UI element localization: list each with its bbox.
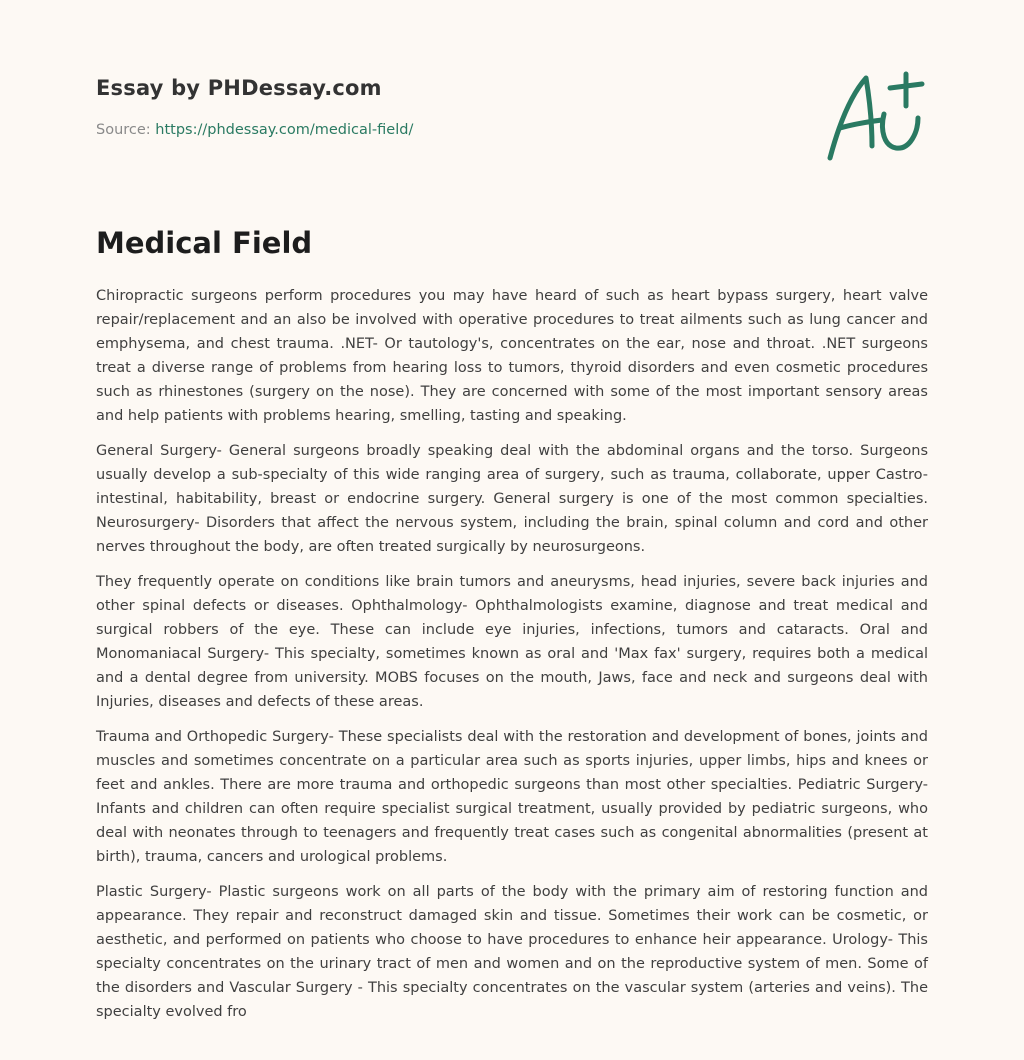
essay-body [96,284,928,1035]
a-plus-grade-icon [820,66,932,166]
essay-paragraph: Trauma and Orthopedic Surgery- These specialists deal with the restoration and development of bones, joints and muscles and sometimes concentrate on a particular area such as sports injuries, upper limbs, hips and knees or feet and ankles. There are more trauma and orthopedic surgeons than most other specialties. Pediatric Surgery- Infants and children can often require specialist surgical treatment, usually provided by pediatric surgeons, who deal with neonates through to teenagers and frequently treat cases such as congenital abnormalities (present at birth), trauma, cancers and urological problems. [96,729,928,865]
source-link[interactable]: https://phdessay.com/medical-field/ [155,122,414,138]
site-brand: Essay by PHDessay.com [96,76,382,100]
essay-paragraph: They frequently operate on conditions like brain tumors and aneurysms, head injuries, severe back injuries and other spinal defects or diseases. Ophthalmology- Ophthalmologists examine, diagnose and treat medical and surgical robbers of the eye. These can include eye injuries, infections, tumors and cataracts. Oral and Monomaniacal Surgery- This specialty, sometimes known as oral and 'Max fax' surgery, requires both a medical and a dental degree from university. MOBS focuses on the mouth, Jaws, face and neck and surgeons deal with Injuries, diseases and defects of these areas. [96,574,928,710]
page-header [96,76,928,138]
essay-title: Medical Field [96,226,313,260]
essay-paragraph: General Surgery- General surgeons broadly speaking deal with the abdominal organs and the torso. Surgeons usually develop a sub-specialty of this wide ranging area of surgery, such as trauma, collaborate, upper Castro-intestinal, habitability, breast or endocrine surgery. General surgery is one of the most common specialties. Neurosurgery- Disorders that affect the nervous system, including the brain, spinal column and cord and other nerves throughout the body, are often treated surgically by neurosurgeons. [96,443,928,555]
essay-paragraph: Chiropractic surgeons perform procedures you may have heard of such as heart bypass surgery, heart valve repair/replacement and an also be involved with operative procedures to treat ailments such as lung cancer and emphysema, and chest trauma. .NET- Or tautology's, concentrates on the ear, nose and throat. .NET surgeons treat a diverse range of problems from hearing loss to tumors, thyroid disorders and even cosmetic procedures such as rhinestones (surgery on the nose). They are concerned with some of the most important sensory areas and help patients with problems hearing, smelling, tasting and speaking. [96,288,928,424]
source-line [96,122,928,138]
essay-paragraph: Plastic Surgery- Plastic surgeons work on all parts of the body with the primary aim of restoring function and appearance. They repair and reconstruct damaged skin and tissue. Sometimes their work can be cosmetic, or aesthetic, and performed on patients who choose to have procedures to enhance heir appearance. Urology- This specialty concentrates on the urinary tract of men and women and on the reproductive system of men. Some of the disorders and Vascular Surgery - This specialty concentrates on the vascular system (arteries and veins). The specialty evolved fro [96,884,928,1020]
source-label: Source: [96,122,151,138]
